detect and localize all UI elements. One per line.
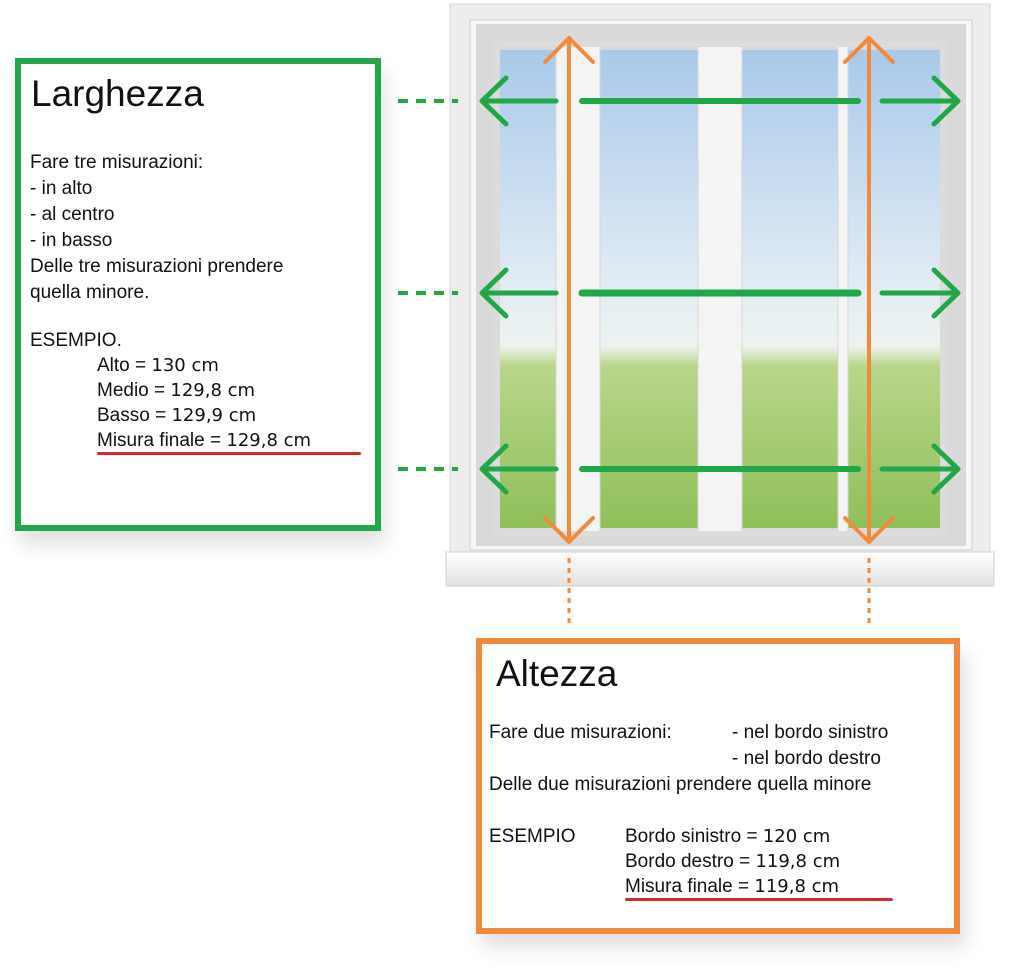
final-value: 129,8 cm [226,430,312,451]
width-point-top: - in alto [30,178,93,199]
width-rule-line1: Delle tre misurazioni prendere [30,256,284,277]
final-value: 119,8 cm [754,876,840,897]
height-example-left [625,824,830,850]
width-instructions-box [15,58,381,531]
width-example-middle [97,378,255,404]
height-point-right: - nel bordo destro [732,748,881,769]
final-label: Misura finale = [97,430,227,451]
height-intro: Fare due misurazioni: [489,722,672,743]
width-point-center: - al centro [30,204,115,225]
width-connectors [398,101,458,469]
example-label: Bordo destro = [625,851,756,872]
example-label: Alto = [97,355,152,376]
height-example-label: ESEMPIO [489,826,576,847]
height-point-left: - nel bordo sinistro [732,722,889,743]
width-point-bottom: - in basso [30,230,113,251]
height-title: Altezza [496,653,618,694]
example-label: Basso = [97,405,172,426]
example-label: Medio = [97,380,171,401]
glass-pane [848,50,940,528]
width-example-top [97,353,219,379]
height-final-underline [625,898,893,901]
example-value: 129,9 cm [171,405,257,426]
window-mullion [556,44,600,534]
width-example-label: ESEMPIO. [30,330,122,351]
width-final-measure [97,428,311,454]
window-mullion [838,44,848,534]
window-sill [446,552,994,586]
width-title: Larghezza [31,73,204,114]
width-rule-line2: quella minore. [30,282,150,303]
height-instructions-box [476,638,960,934]
glass-pane [600,50,698,528]
example-value: 130 cm [151,355,219,376]
width-example-bottom [97,403,256,429]
width-intro: Fare tre misurazioni: [30,152,204,173]
width-final-underline [97,452,361,455]
height-example-right [625,849,840,875]
height-rule: Delle due misurazioni prendere quella minore [489,774,872,795]
example-value: 119,8 cm [755,851,841,872]
window-mullion [698,44,742,534]
example-value: 120 cm [762,826,831,847]
example-label: Bordo sinistro = [625,826,763,847]
example-value: 129,8 cm [170,380,256,401]
final-label: Misura finale = [625,876,755,897]
height-final-measure [625,874,839,900]
